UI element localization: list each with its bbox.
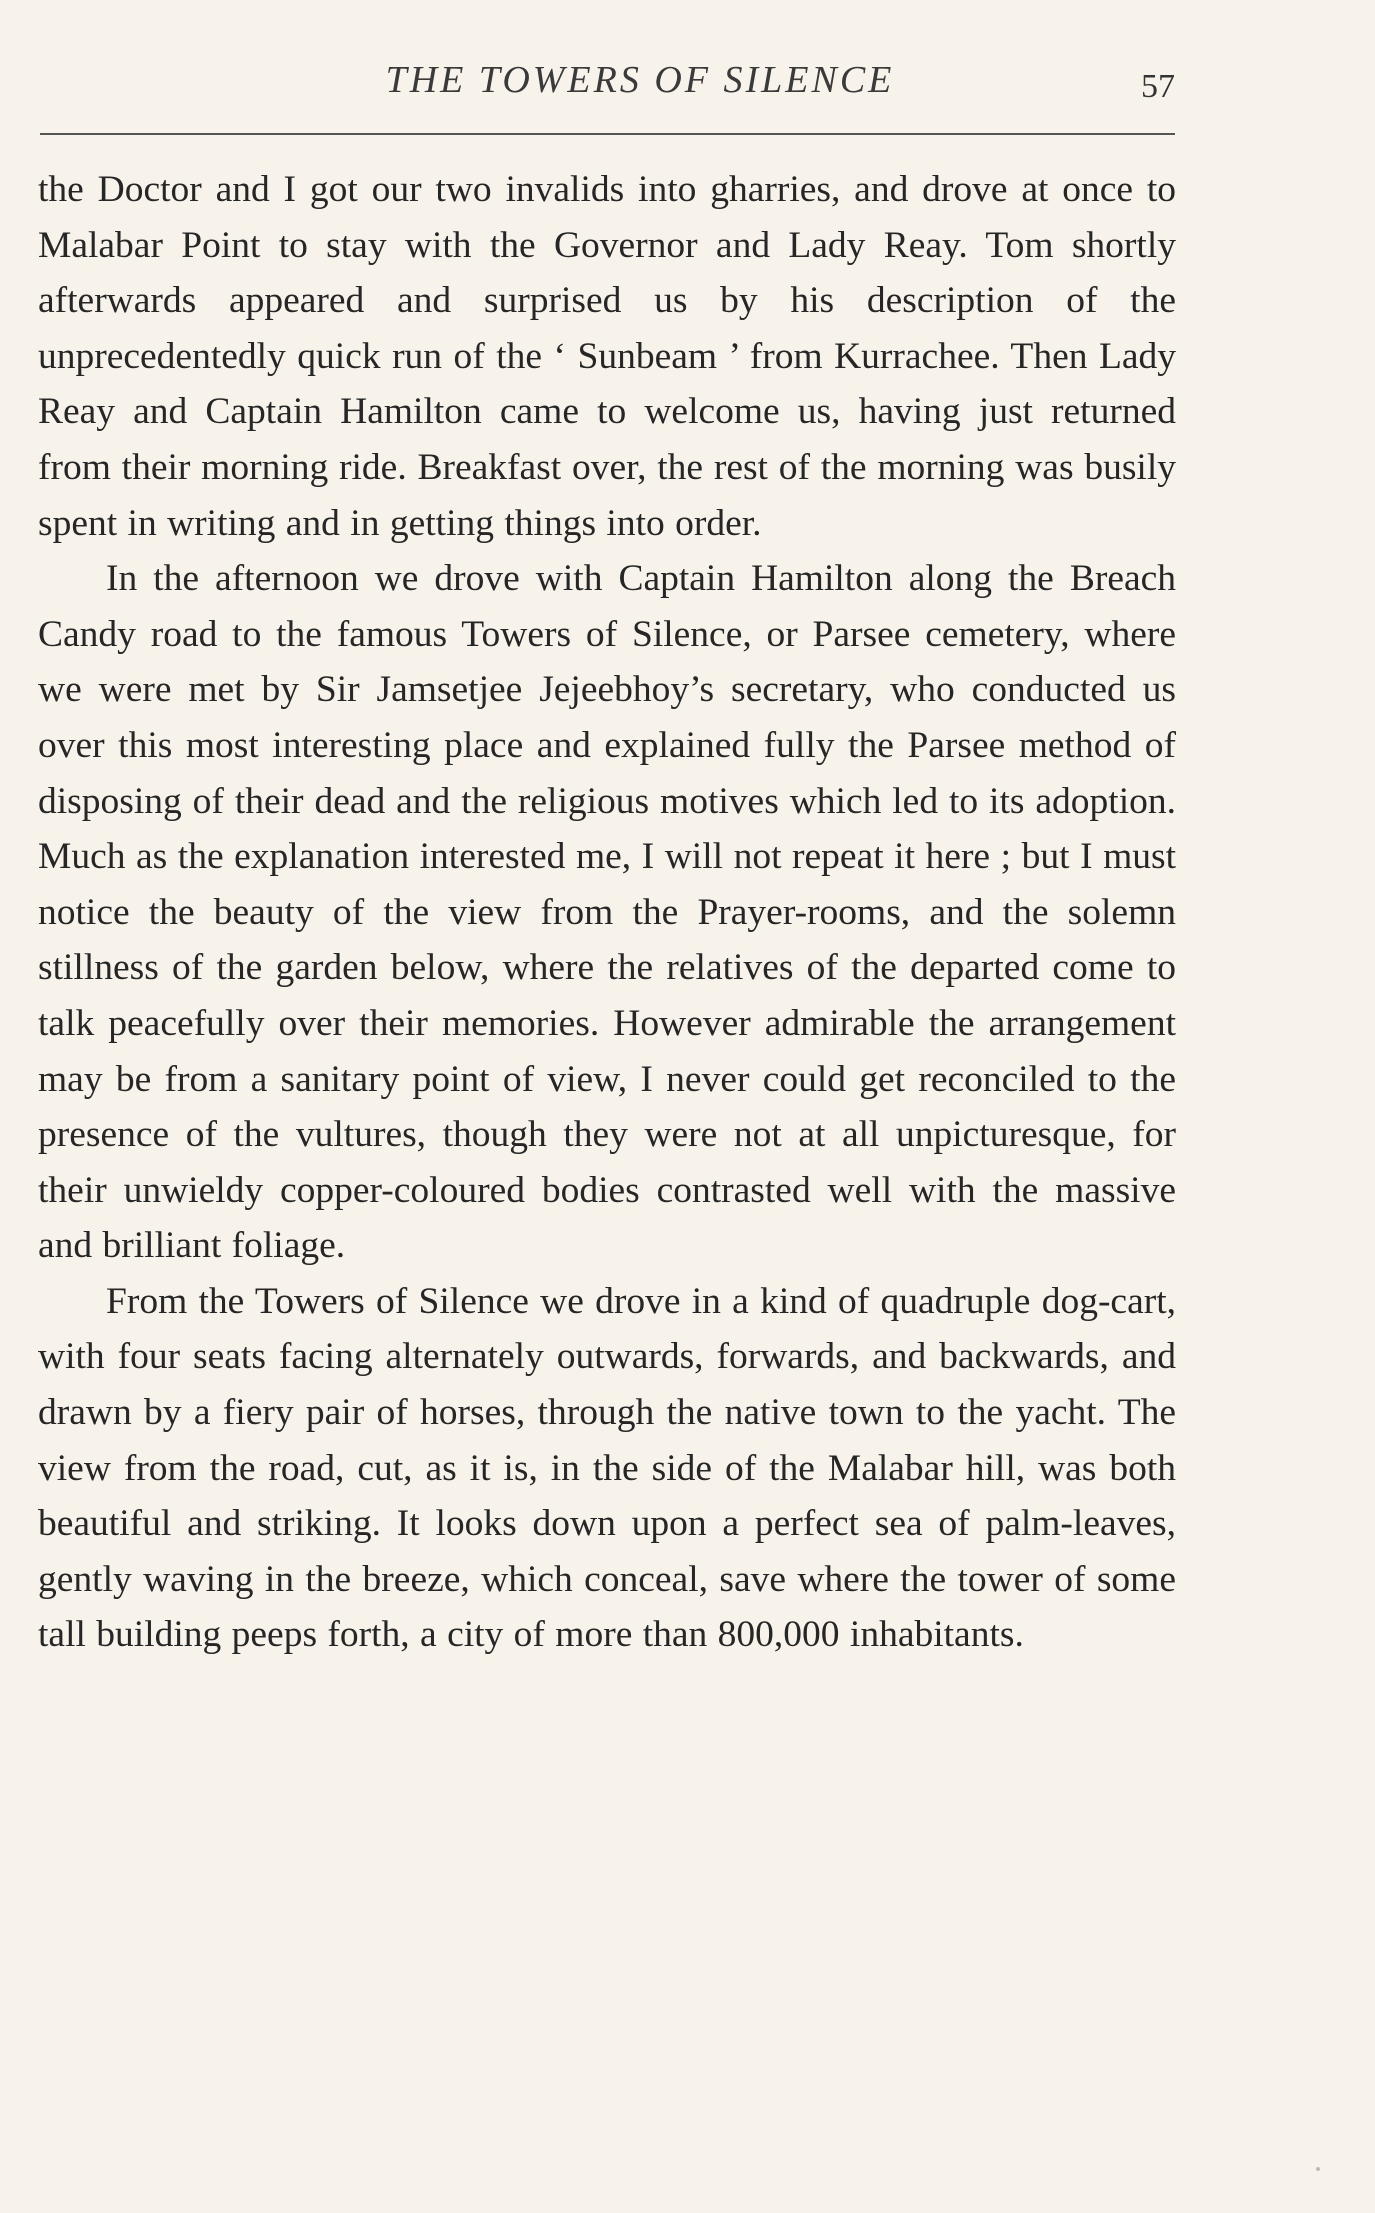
paragraph-1: the Doctor and I got our two invalids into gharries, and drove at once to Malabar Point to stay with the Governor and Lady Reay. Tom shortly afterwards appeared and surprised us by his description of the unprecedentedly quick run of the ‘ Sunbeam ’ from Kurrachee. Then Lady Reay and Captain Hamilton came to welcome us, having just returned from their morning ride. Breakfast over, the rest of the morning was busily spent in writing and in getting things into order. <box>38 169 1176 544</box>
paragraph-3: From the Towers of Silence we drove in a kind of quadruple dog-cart, with four seats facing alternately outwards, forwards, and backwards, and drawn by a fiery pair of horses, through the native town to the yacht. The view from the road, cut, as it is, in the side of the Malabar hill, was both beautiful and striking. It looks down upon a perfect sea of palm-leaves, gently waving in the breeze, which conceal, save where the tower of some tall building peeps forth, a city of more than 800,000 inhabitants. <box>38 1280 1176 1656</box>
running-head <box>40 58 1175 118</box>
body-text <box>38 162 1176 1663</box>
header-rule <box>40 133 1175 135</box>
page-number: 57 <box>1141 68 1175 105</box>
running-title: THE TOWERS OF SILENCE <box>385 59 895 101</box>
paper-speck <box>1316 2167 1320 2171</box>
paragraph-2: In the afternoon we drove with Captain Hamilton along the Breach Candy road to the famous Towers of Silence, or Parsee cemetery, where we were met by Sir Jamsetjee Jejeebhoy’s secretary, who conducted us over this most interesting place and explained fully the Parsee method of disposing of their dead and the religious motives which led to its adoption. Much as the explanation interested me, I will not repeat it here ; but I must notice the beauty of the view from the Prayer-rooms, and the solemn stillness of the garden below, where the relatives of the departed come to talk peacefully over their memories. However admirable the arrangement may be from a sanitary point of view, I never could get reconciled to the presence of the vultures, though they were not at all unpicturesque, for their unwieldy copper-coloured bodies contrasted well with the massive and brilliant foliage. <box>38 558 1176 1267</box>
